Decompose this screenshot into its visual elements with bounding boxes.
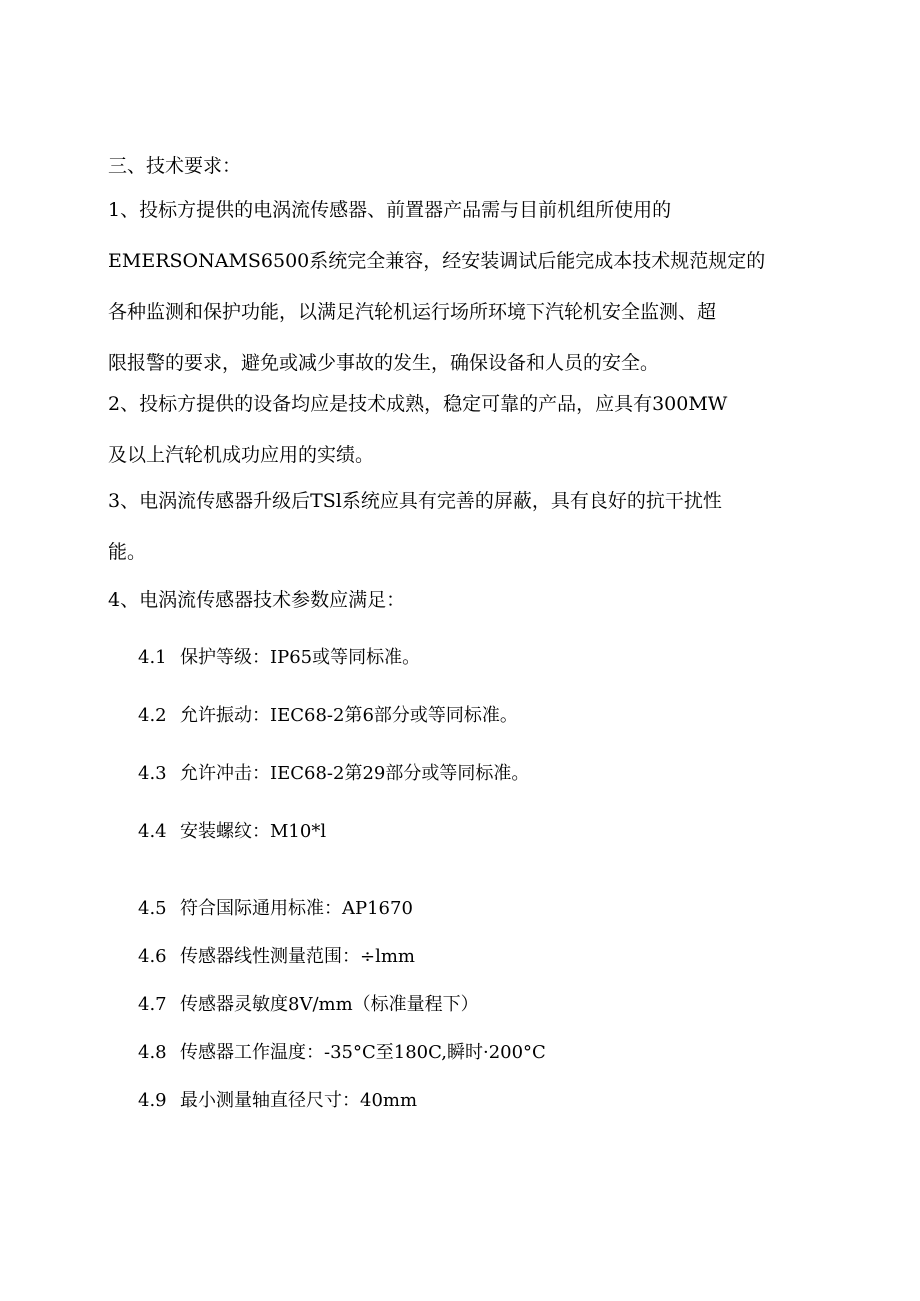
spec-item <box>138 760 529 788</box>
spec-text: 最小测量轴直径尺寸：40mm <box>180 1090 418 1111</box>
spec-item <box>138 1039 546 1067</box>
section-title: 三、技术要求： <box>108 155 242 177</box>
requirement-2-line-1: 2、投标方提供的设备均应是技术成熟，稳定可靠的产品，应具有300MW <box>108 393 728 415</box>
requirement-4-line-1: 4、电涡流传感器技术参数应满足： <box>108 589 406 611</box>
spec-item <box>138 702 518 730</box>
spec-number: 4.1 <box>138 647 167 668</box>
spec-text: 传感器工作温度：-35°C至180C,瞬时·200°C <box>180 1042 546 1063</box>
spec-item <box>138 644 420 672</box>
spec-text: 允许振动：IEC68-2第6部分或等同标准。 <box>180 705 518 726</box>
requirement-2-line-2: 及以上汽轮机成功应用的实绩。 <box>108 444 375 466</box>
spec-number: 4.3 <box>138 763 167 784</box>
spec-item <box>138 1087 417 1115</box>
spec-number: 4.9 <box>138 1090 167 1111</box>
spec-text: 安装螺纹：M10*l <box>180 821 327 842</box>
requirement-1-line-2: EMERSONAMS6500系统完全兼容，经安装调试后能完成本技术规范规定的 <box>108 250 766 272</box>
requirement-3-line-1: 3、电涡流传感器升级后TSl系统应具有完善的屏蔽，具有良好的抗干扰性 <box>108 490 722 512</box>
spec-text: 传感器灵敏度8V∕mm（标准量程下） <box>180 994 479 1015</box>
requirement-1-line-4: 限报警的要求，避免或减少事故的发生，确保设备和人员的安全。 <box>108 352 660 374</box>
spec-number: 4.8 <box>138 1042 167 1063</box>
spec-number: 4.6 <box>138 946 167 967</box>
spec-text: 符合国际通用标准：AP1670 <box>180 898 413 919</box>
requirement-4 <box>108 575 828 626</box>
requirement-1 <box>108 185 828 389</box>
requirement-2 <box>108 379 828 481</box>
requirement-3 <box>108 476 828 578</box>
spec-number: 4.5 <box>138 898 167 919</box>
spec-item <box>138 943 415 971</box>
spec-text: 传感器线性测量范围：÷lmm <box>180 946 415 967</box>
spec-number: 4.7 <box>138 994 167 1015</box>
requirement-1-line-3: 各种监测和保护功能，以满足汽轮机运行场所环境下汽轮机安全监测、超 <box>108 301 717 323</box>
spec-text: 保护等级：IP65或等同标准。 <box>180 647 421 668</box>
spec-item <box>138 818 326 846</box>
requirement-3-line-2: 能。 <box>108 541 147 563</box>
spec-number: 4.4 <box>138 821 167 842</box>
spec-number: 4.2 <box>138 705 167 726</box>
requirement-1-line-1: 1、投标方提供的电涡流传感器、前置器产品需与目前机组所使用的 <box>108 199 672 221</box>
spec-item <box>138 895 413 923</box>
spec-item <box>138 991 479 1019</box>
spec-text: 允许冲击：IEC68-2第29部分或等同标准。 <box>180 763 530 784</box>
